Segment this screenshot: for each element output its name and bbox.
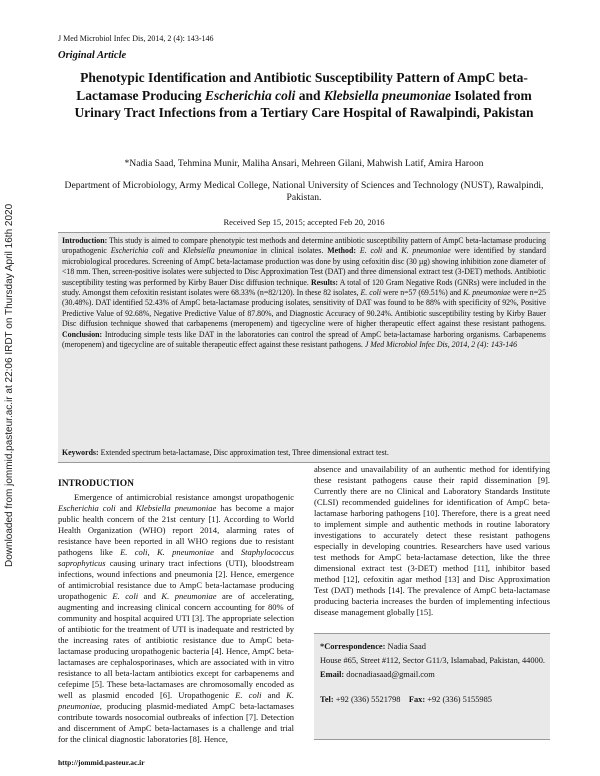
abstract-intro-org1: Escherichia coli bbox=[110, 246, 164, 256]
tel-value: +92 (336) 5521798 bbox=[333, 695, 401, 704]
title-and: and bbox=[295, 87, 324, 103]
correspondence-address: House #65, Street #112, Sector G11/3, Islamabad, Pakistan, 44000. bbox=[320, 656, 546, 665]
abstract-method-org2: K. pneumoniae bbox=[401, 246, 451, 256]
intro-text-4: and bbox=[213, 547, 241, 557]
footer-url[interactable]: http://jommid.pasteur.ac.ir bbox=[58, 758, 145, 767]
abstract-results-c: were n=25 (30.48%). DAT identified 52.43% of AmpC beta-lactamase producing isolates, sensitivity of DAT was found to be 88% with specificity of 92%, Positive Predictive Value of 92.68%, Negative Predictive Value of 87.80%, and Diagnostic Accuracy of 90.24%. Antibiotic susceptibility testing by Kirby Bauer Disc diffusion technique showed that carbapenems (meropenem) and tigecycline were of higher therapeutic effect against these resistant pathogens. bbox=[62, 288, 546, 329]
intro-italic-5: E. coli bbox=[112, 591, 139, 601]
abstract-conclusion-text: Introducing simple tests like DAT in the laboratories can control the spread of AmpC beta-lactamase harboring organisms. Carbapenems (meropenem) and tigecycline are of suitable therapeutic effect against these resistant pathogens. bbox=[62, 329, 546, 350]
intro-italic-3: E. coli, K. pneumoniae bbox=[120, 547, 214, 557]
affiliation: Department of Microbiology, Army Medical College, National University of Sciences and Technology (NUST), Rawalpindi, Pakistan. bbox=[64, 180, 544, 203]
abstract-results-b: were n=57 (69.51%) and bbox=[381, 288, 464, 298]
email-label: Email: bbox=[320, 670, 345, 679]
abstract-conclusion-label: Conclusion: bbox=[62, 329, 103, 339]
fax-label: Fax: bbox=[408, 695, 426, 704]
correspondence-email-row bbox=[320, 669, 546, 680]
intro-text-2: and bbox=[115, 503, 136, 513]
abstract-results-a: A total of 120 Gram Negative Rods (GNRs) were included in the study. Amongst them cefoxitin resistant isolates were 68.33% (n=82/120). In these 82 isolates, bbox=[62, 277, 547, 298]
intro-text-7: are of accelerating, augmenting and increasing clinical concern accounting for 80% of community and hospital acquired UTI [3]. The appropriate selection of antibiotic for the treatment of UTI is inadequate and restricted by the increasing rates of antibiotic resistance due to AmpC beta-lactamase producing uropathogenic bacteria [4]. Hence, AmpC beta-lactamases are cephalosporinases, which are associated with in vitro resistance to all beta-lactam antibiotics except for carbapenems and cefepime [5]. These beta-lactamases are chromosomally encoded as well as plasmid encoded [6]. Uropathogenic bbox=[58, 591, 294, 700]
intro-italic-2: Klebsiella pneumoniae bbox=[135, 503, 217, 513]
correspondence-label: *Correspondence: bbox=[320, 642, 386, 651]
fax-value: +92 (336) 5155985 bbox=[425, 695, 492, 704]
abstract-intro-b: and bbox=[163, 246, 183, 256]
intro-text-8: and bbox=[261, 690, 287, 700]
abstract-results-org2: K. pneumoniae bbox=[463, 288, 511, 298]
journal-reference: J Med Microbiol Infec Dis, 2014, 2 (4): 143-146 bbox=[58, 34, 214, 43]
abstract-intro-label: Introduction: bbox=[62, 236, 108, 245]
title-part2: Isolated from Urinary Tract Infections from a Tertiary Care Hospital of Rawalpindi, Pakistan bbox=[74, 87, 534, 120]
abstract-method-label: Method: bbox=[327, 246, 356, 256]
abstract-citation: J Med Microbiol Infec Dis, 2014, 2 (4): 143-146 bbox=[364, 340, 518, 350]
intro-italic-6: K. pneumoniae bbox=[161, 591, 217, 601]
abstract bbox=[62, 236, 546, 350]
abstract-intro-c: in clinical isolates. bbox=[256, 246, 328, 256]
keywords-text: Extended spectrum beta-lactamase, Disc approximation test, Three dimensional extract test. bbox=[98, 448, 389, 457]
introduction-right-column bbox=[314, 464, 550, 618]
abstract-results-label: Results: bbox=[311, 277, 339, 287]
tel-label: Tel: bbox=[320, 695, 334, 704]
correspondence bbox=[320, 641, 546, 708]
download-watermark: Downloaded from jommid.pasteur.ac.ir at 22:06 IRDT on Thursday April 16th 2020 bbox=[4, 203, 15, 567]
title-organism1: Escherichia coli bbox=[204, 87, 296, 103]
abstract-method-b: and bbox=[382, 246, 402, 256]
abstract-intro-a: This study is aimed to compare phenotypic test methods and determine antibiotic susceptibility pattern of AmpC beta-lactamase producing uropathogenic bbox=[62, 236, 546, 256]
abstract-intro-org2: Klebsiella pneumoniae bbox=[182, 246, 257, 256]
title-organism2: Klebsiella pneumoniae bbox=[323, 87, 452, 103]
paper-title bbox=[60, 69, 548, 122]
intro-italic-8: K. pneumoniae bbox=[58, 690, 294, 711]
intro-text-5: causing urinary tract infections (UTI), bloodstream infections, wound infections and pneumonia [2]. Hence, emergence of antimicrobial resistance due to AmpC beta-lactamase producing uropathogenic bbox=[58, 558, 294, 601]
correspondence-name-row bbox=[320, 641, 546, 652]
intro-italic-1: Escherichia coli bbox=[58, 503, 116, 513]
keywords-label: Keywords: bbox=[62, 448, 99, 457]
keywords bbox=[62, 448, 546, 457]
introduction-paragraph bbox=[58, 492, 294, 745]
title-part1: Phenotypic Identification and Antibiotic Susceptibility Pattern of AmpC beta-Lactamase Producing bbox=[76, 70, 528, 103]
abstract-method-c: were identified by standard microbiological procedures. Screening of AmpC beta-lactamase production was done by using cefoxitin disc (30 µg) showing inhibition zone diameter of <18 mm. Then, screen-positive isolates were subjected to Disc Approximation Test (DAT) and three dimensional extract test (3-DET) methods. Antibiotic susceptibility testing was performed by Kirby Bauer Disc diffusion technique. bbox=[62, 246, 546, 287]
intro-text-6: and bbox=[138, 591, 162, 601]
intro-italic-4: Staphylococcus saprophyticus bbox=[58, 547, 294, 568]
received-dates: Received Sep 15, 2015; accepted Feb 20, 2016 bbox=[223, 217, 385, 227]
introduction-continued: absence and unavailability of an authentic method for identifying these resistant pathogens cause their rapid dissemination [9]. Currently there are no Clinical and Laboratory Standards Institute (CLSI) recommended guidelines for identification of AmpC beta-lactamase harboring pathogens [10]. Therefore, there is a great need to implement simple and authentic methods in routine laboratory investigations to accurately detect these resistant pathogens especially in developing countries. Researchers have used various test methods for AmpC beta-lactamase detection, like the three dimensional extract test (3-DET) method [11], inhibitor based method [12], cefoxitin agar method [13] and Disc Approximation Test (DAT) methods [14]. The prevalence of AmpC beta-lactamase producing bacteria increases the burden of implementing infectious disease management globally [15]. bbox=[314, 464, 550, 617]
correspondence-phone-row bbox=[320, 694, 546, 705]
intro-text-3: has become a major public health concern of the 21st century [1]. According to World Health Organization (WHO) report 2014, alarming rates of resistance have been reported in all WHO regions due to resistant pathogens like bbox=[58, 503, 294, 557]
intro-text-1: Emergence of antimicrobial resistance amongst uropathogenic bbox=[74, 492, 294, 502]
abstract-method-org1: E. coli bbox=[359, 246, 383, 256]
article-type: Original Article bbox=[58, 50, 127, 61]
email-value[interactable]: docnadiasaad@gmail.com bbox=[344, 670, 435, 679]
correspondence-name: Nadia Saad bbox=[385, 642, 426, 651]
intro-text-9: , producing plasmid-mediated AmpC beta-lactamases contribute towards nosocomial outbreaks of infection [7]. Detection and discernment of AmpC beta-lactamases is a challenge and trial for the clinical diagnostic laboratories [8]. Hence, bbox=[58, 701, 294, 744]
introduction-left-column bbox=[58, 492, 294, 745]
introduction-heading: INTRODUCTION bbox=[58, 479, 135, 489]
intro-italic-7: E. coli bbox=[235, 690, 262, 700]
author-list: *Nadia Saad, Tehmina Munir, Maliha Ansari, Mehreen Gilani, Mahwish Latif, Amira Haroon bbox=[124, 158, 484, 169]
abstract-results-org1: E. coli bbox=[360, 288, 381, 298]
